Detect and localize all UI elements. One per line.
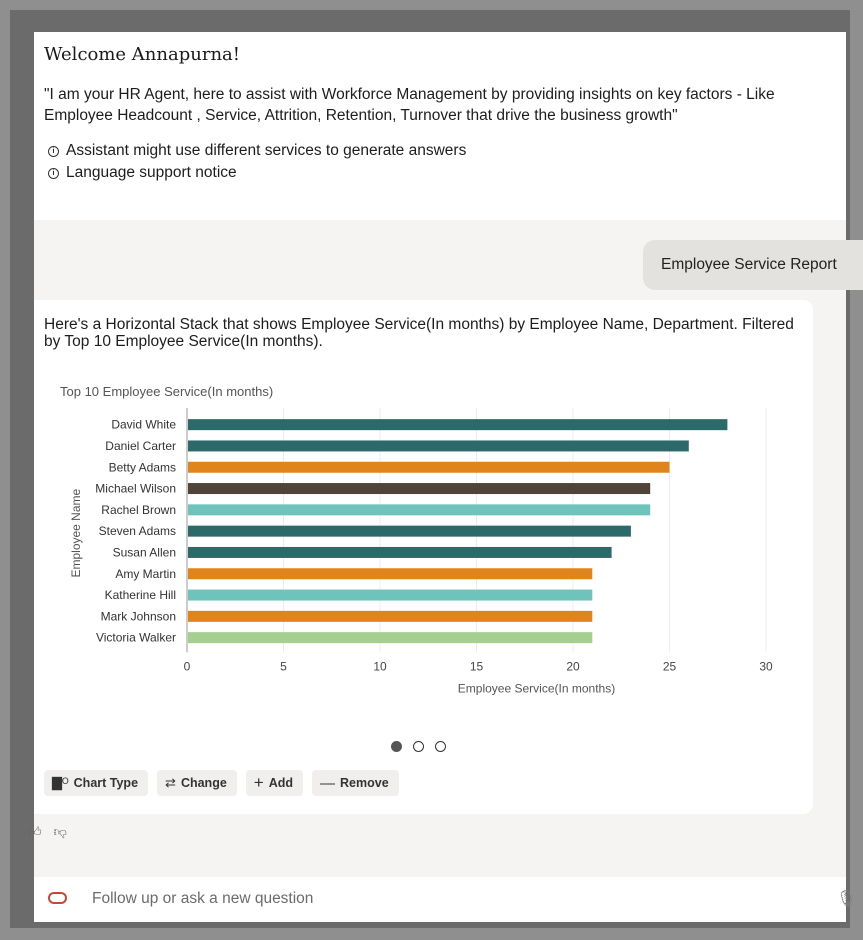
- x-tick-label: 15: [469, 659, 484, 674]
- notice-services[interactable]: [48, 142, 466, 160]
- y-axis-label: Employee Name: [69, 488, 83, 578]
- y-tick-label: David White: [111, 417, 176, 432]
- plus-icon: +: [253, 773, 264, 792]
- change-label: Change: [180, 776, 227, 790]
- change-button[interactable]: [157, 770, 237, 796]
- y-tick-label: Rachel Brown: [101, 502, 176, 517]
- info-icon: i: [48, 168, 59, 179]
- y-tick-label: Mark Johnson: [100, 609, 176, 624]
- y-tick-label: Susan Allen: [112, 545, 176, 560]
- x-tick-label: 25: [662, 659, 677, 674]
- response-text: Here's a Horizontal Stack that shows Employee Service(In months) by Employee Name, Department. Filtered by Top 10 Employee Service(In months).: [44, 316, 794, 350]
- bar: [188, 632, 592, 643]
- y-tick-label: Daniel Carter: [105, 438, 176, 453]
- notice-language[interactable]: [48, 164, 237, 182]
- x-tick-label: 10: [373, 659, 387, 674]
- chart-type-label: Chart Type: [73, 776, 139, 790]
- bar: [188, 547, 612, 558]
- x-tick-label: 5: [280, 659, 287, 674]
- notice-services-label: Assistant might use different services to generate answers: [66, 142, 467, 159]
- welcome-section: [34, 32, 846, 220]
- welcome-title: Welcome Annapurna!: [44, 44, 240, 65]
- y-tick-label: Victoria Walker: [95, 630, 176, 645]
- y-tick-label: Katherine Hill: [104, 588, 176, 603]
- notice-language-label: Language support notice: [66, 164, 237, 181]
- chart-type-icon: ▇ᴼ: [52, 775, 69, 790]
- x-tick-label: 30: [759, 659, 773, 674]
- bar: [188, 462, 670, 473]
- question-input[interactable]: Follow up or ask a new question: [92, 890, 314, 907]
- info-icon: i: [48, 146, 59, 157]
- change-icon: ⇄: [165, 775, 176, 790]
- bar: [188, 504, 650, 515]
- bar: [188, 526, 631, 537]
- carousel-indicator: [391, 741, 446, 752]
- x-tick-label: 20: [566, 659, 580, 674]
- response-card: [34, 300, 813, 814]
- y-tick-label: Amy Martin: [115, 566, 176, 581]
- intro-text: "I am your HR Agent, here to assist with Workforce Management by providing insights on key factors - Like Employee Headcount , Service, Attrition, Retention, Turnover that drive the business growth": [44, 86, 775, 124]
- y-tick-label: Steven Adams: [98, 524, 176, 539]
- chart-type-button[interactable]: [44, 770, 148, 796]
- add-label: Add: [268, 776, 294, 790]
- chat-area: [28, 220, 846, 877]
- remove-label: Remove: [340, 776, 389, 790]
- thumbs-up-icon[interactable]: 👍︎: [28, 824, 42, 839]
- chart-actions: [44, 770, 399, 796]
- oracle-logo-icon: [48, 892, 67, 904]
- minus-icon: —: [320, 774, 336, 792]
- bar: [188, 590, 592, 601]
- bar: [188, 419, 727, 430]
- x-tick-label: 0: [183, 659, 191, 674]
- x-axis-label: Employee Service(In months): [457, 681, 616, 696]
- feedback-bar: [28, 824, 67, 840]
- thumbs-down-icon[interactable]: 👎︎: [53, 824, 67, 839]
- window-frame: [10, 10, 857, 928]
- bar: [188, 440, 689, 451]
- bar-chart: [34, 400, 813, 700]
- y-tick-label: Betty Adams: [108, 460, 176, 475]
- remove-button[interactable]: [312, 770, 399, 796]
- question-input-bar[interactable]: [34, 877, 857, 922]
- carousel-dot-3[interactable]: [435, 741, 446, 752]
- bar: [188, 611, 592, 622]
- bar: [188, 568, 592, 579]
- add-button[interactable]: [246, 770, 303, 796]
- bar: [188, 483, 650, 494]
- y-tick-label: Michael Wilson: [95, 481, 176, 496]
- microphone-icon[interactable]: 🎙︎: [836, 891, 857, 908]
- chart-title: Top 10 Employee Service(In months): [60, 384, 274, 399]
- carousel-dot-1[interactable]: [391, 741, 402, 752]
- hr-agent-app: [28, 32, 857, 922]
- carousel-dot-2[interactable]: [413, 741, 424, 752]
- user-message: Employee Service Report: [643, 240, 863, 290]
